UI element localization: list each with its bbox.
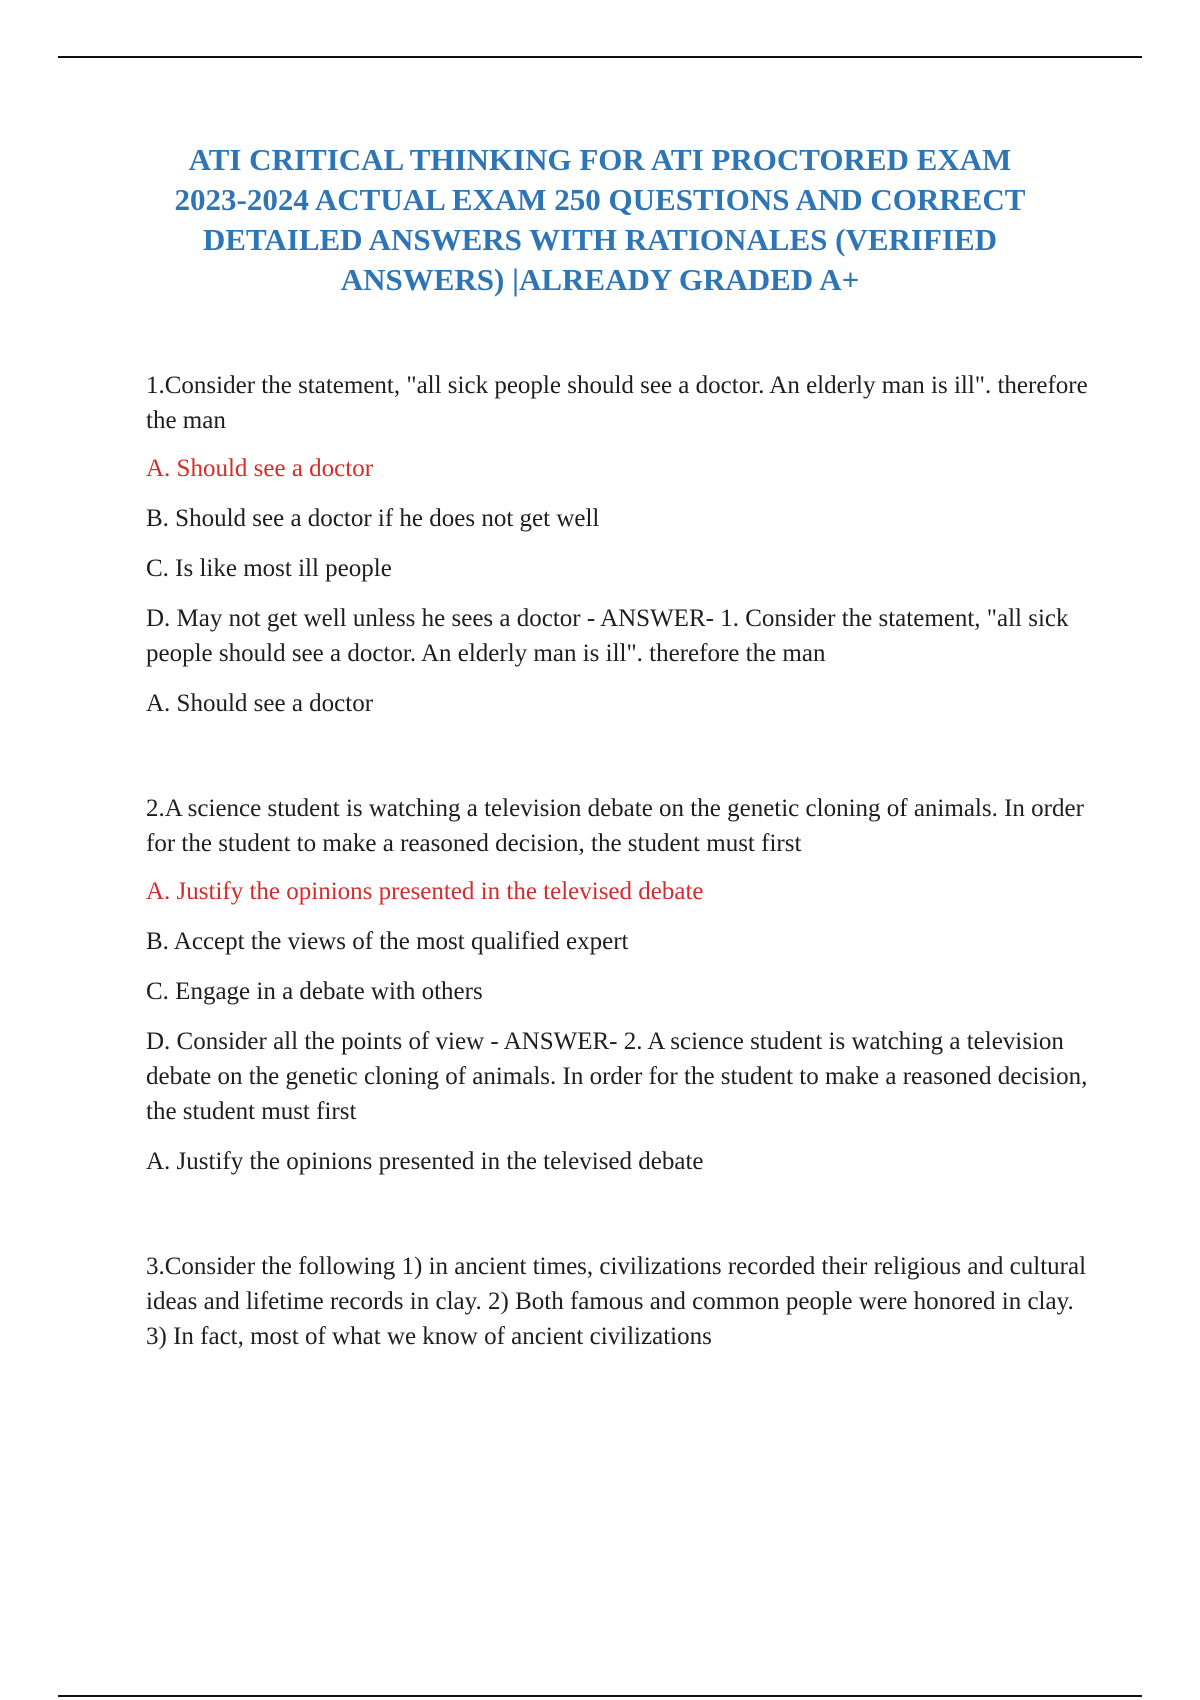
question-2-option-d-answer: D. Consider all the points of view - ANSWER- 2. A science student is watching a television debate on the genetic cloning of animals. In order for the student to make a reasoned decision, the student must first <box>146 1028 1088 1125</box>
question-separator <box>146 1194 1095 1249</box>
document-title: ATI CRITICAL THINKING FOR ATI PROCTORED EXAM 2023-2024 ACTUAL EXAM 250 QUESTIONS AND CORRECT DETAILED ANSWERS WITH RATIONALES (VERIFIED ANSWERS) |ALREADY GRADED A+ <box>174 142 1026 297</box>
question-2-option-b: B. Accept the views of the most qualified expert <box>146 928 629 955</box>
question-1-option-b: B. Should see a doctor if he does not get well <box>146 505 600 532</box>
question-1-answer-repeat: A. Should see a doctor <box>146 690 374 717</box>
question-1-option-d-answer: D. May not get well unless he sees a doctor - ANSWER- 1. Consider the statement, "all sick people should see a doctor. An elderly man is ill". therefore the man <box>146 605 1069 667</box>
question-2-option-c: C. Engage in a debate with others <box>146 978 483 1005</box>
question-separator <box>146 736 1095 791</box>
bottom-rule <box>58 1695 1142 1697</box>
question-1-option-a-correct: A. Should see a doctor <box>146 455 374 482</box>
document-body <box>146 368 1095 1367</box>
question-1-stem: 1.Consider the statement, "all sick people should see a doctor. An elderly man is ill". therefore the man <box>146 372 1088 434</box>
question-2-option-a-correct: A. Justify the opinions presented in the televised debate <box>146 878 704 905</box>
question-3-stem: 3.Consider the following 1) in ancient times, civilizations recorded their religious and cultural ideas and lifetime records in clay. 2) Both famous and common people were honored in clay. 3) In fact, most of what we know of ancient civilizations <box>146 1253 1087 1350</box>
question-2-answer-repeat: A. Justify the opinions presented in the televised debate <box>146 1148 704 1175</box>
top-rule <box>58 56 1142 58</box>
question-1-option-c: C. Is like most ill people <box>146 555 392 582</box>
question-2-stem: 2.A science student is watching a television debate on the genetic cloning of animals. In order for the student to make a reasoned decision, the student must first <box>146 795 1084 857</box>
